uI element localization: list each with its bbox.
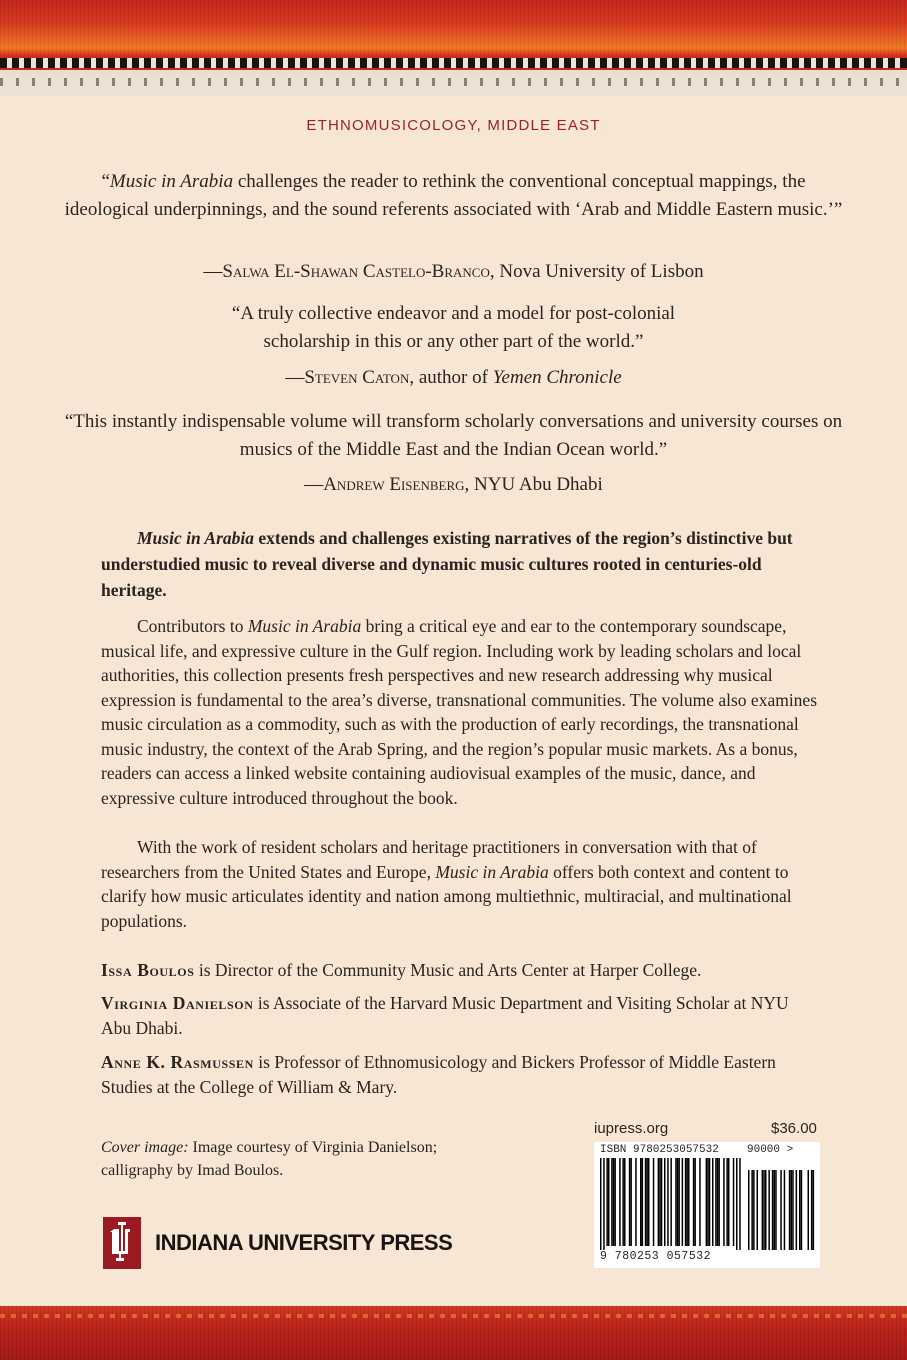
isbn-barcode [594, 1142, 820, 1268]
price-code: 90000 > [747, 1144, 794, 1156]
top-textile-band [0, 0, 907, 96]
quote-2-attribution: —Steven Caton, author of Yemen Chronicle [285, 367, 622, 388]
price: $36.00 [771, 1120, 817, 1137]
author-bio-2: Virginia Danielson is Associate of the Harvard Music Department and Visiting Scholar at NYU Abu Dhabi. [101, 993, 789, 1038]
barcode-bars [598, 1158, 818, 1250]
author-bio-3: Anne K. Rasmussen is Professor of Ethnomusicology and Bickers Professor of Middle Eastern Studies at the College of William & Mary. [101, 1052, 776, 1097]
cover-image-credit: Cover image: Image courtesy of Virginia Danielson; calligraphy by Imad Boulos. [101, 1139, 438, 1179]
isbn-number: 9 780253 057532 [600, 1250, 712, 1263]
iu-trident-logo [103, 1217, 141, 1269]
body-paragraph-1: Contributors to Music in Arabia bring a critical eye and ear to the contemporary soundscape, musical life, and expressive culture in the Gulf region. Including work by leading scholars and local authorities, this collection presents fresh perspectives and new research addressing why musical expression is fundamental to the area’s diverse, transnational communities. The volume also examines music circulation as a commodity, such as with the production of early recordings, the transnational music industry, the context of the Arab Spring, and the region’s popular music markets. As a bonus, readers can access a linked website containing audiovisual examples of the music, dance, and expressive culture introduced throughout the book. [101, 616, 818, 808]
quote-1: “Music in Arabia challenges the reader to rethink the conventional conceptual mappings, the ideological underpinnings, and the sound referents associated with ‘Arab and Middle Eastern music.’” [64, 171, 843, 220]
publisher-url[interactable]: iupress.org [594, 1120, 669, 1137]
quote-1-attribution: —Salwa El-Shawan Castelo-Branco, Nova University of Lisbon [203, 261, 704, 282]
body-paragraph-2: With the work of resident scholars and heritage practitioners in conversation with that of researchers from the United States and Europe, Music in Arabia offers both context and content to clarify how music articulates identity and nation among multiethnic, multiracial, and multinational populations. [101, 837, 792, 931]
category-label: ETHNOMUSICOLOGY, MIDDLE EAST [306, 117, 601, 134]
quote-3-attribution: —Andrew Eisenberg, NYU Abu Dhabi [304, 474, 603, 495]
quote-2: “A truly collective endeavor and a model for post-colonial scholarship in this or any other part of the world.” [231, 303, 676, 352]
lead-paragraph: Music in Arabia extends and challenges existing narratives of the region’s distinctive but understudied music to reveal diverse and dynamic music cultures rooted in centuries-old heritage. [101, 528, 793, 600]
isbn-label: ISBN 9780253057532 [600, 1144, 719, 1156]
publisher-block [103, 1217, 452, 1269]
publisher-name: INDIANA UNIVERSITY PRESS [155, 1230, 453, 1255]
quote-3: “This instantly indispensable volume will transform scholarly conversations and university courses on musics of the Middle East and the Indian Ocean world.” [64, 411, 843, 460]
bottom-textile-band [0, 1306, 907, 1360]
author-bio-1: Issa Boulos is Director of the Community Music and Arts Center at Harper College. [101, 960, 702, 980]
